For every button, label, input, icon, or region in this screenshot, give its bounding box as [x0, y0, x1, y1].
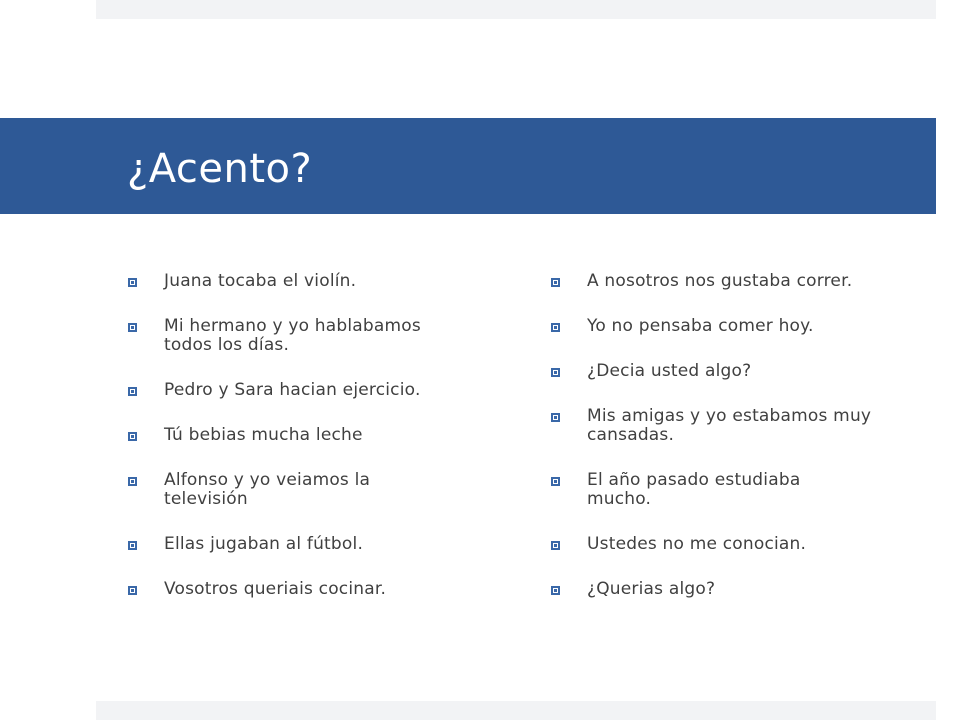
- square-bullet-icon: [128, 323, 137, 332]
- bottom-decor-band: [96, 701, 936, 720]
- list-item: [551, 580, 911, 599]
- list-item-text: Ustedes no me conocian.: [587, 534, 807, 554]
- list-item-text: Ellas jugaban al fútbol.: [164, 534, 364, 554]
- square-bullet-icon: [128, 387, 137, 396]
- list-item-text: ¿Decia usted algo?: [587, 361, 752, 381]
- list-item-text: Pedro y Sara hacian ejercicio.: [164, 380, 421, 400]
- left-bullet-list: [128, 272, 488, 599]
- list-item: [128, 471, 488, 509]
- square-bullet-icon: [551, 586, 560, 595]
- list-item-text: Mis amigas y yo estabamos muy cansadas.: [587, 406, 872, 445]
- list-item-text: A nosotros nos gustaba correr.: [587, 271, 853, 291]
- list-item: [551, 407, 911, 445]
- slide-title: ¿Acento?: [127, 146, 313, 192]
- list-item: [551, 535, 911, 554]
- list-item-text: El año pasado estudiaba mucho.: [587, 470, 801, 509]
- square-bullet-icon: [551, 368, 560, 377]
- square-bullet-icon: [551, 323, 560, 332]
- list-item: [128, 580, 488, 599]
- top-decor-band: [96, 0, 936, 19]
- list-item: [551, 272, 911, 291]
- list-item: [551, 317, 911, 336]
- list-item-text: Mi hermano y yo hablabamos todos los días.: [164, 316, 421, 355]
- list-item: [128, 272, 488, 291]
- list-item: [128, 535, 488, 554]
- square-bullet-icon: [551, 413, 560, 422]
- list-item-text: Yo no pensaba comer hoy.: [587, 316, 814, 336]
- square-bullet-icon: [128, 541, 137, 550]
- square-bullet-icon: [551, 278, 560, 287]
- list-item-text: ¿Querias algo?: [587, 579, 716, 599]
- list-item-text: Juana tocaba el violín.: [164, 271, 357, 291]
- square-bullet-icon: [128, 586, 137, 595]
- right-bullet-list: [551, 272, 911, 599]
- list-item-text: Tú bebias mucha leche: [164, 425, 363, 445]
- square-bullet-icon: [551, 477, 560, 486]
- list-item: [551, 362, 911, 381]
- list-item: [128, 426, 488, 445]
- square-bullet-icon: [128, 432, 137, 441]
- square-bullet-icon: [128, 278, 137, 287]
- list-item: [128, 317, 488, 355]
- square-bullet-icon: [128, 477, 137, 486]
- square-bullet-icon: [551, 541, 560, 550]
- list-item: [551, 471, 911, 509]
- list-item-text: Vosotros queriais cocinar.: [164, 579, 387, 599]
- list-item: [128, 381, 488, 400]
- list-item-text: Alfonso y yo veiamos la televisión: [164, 470, 371, 509]
